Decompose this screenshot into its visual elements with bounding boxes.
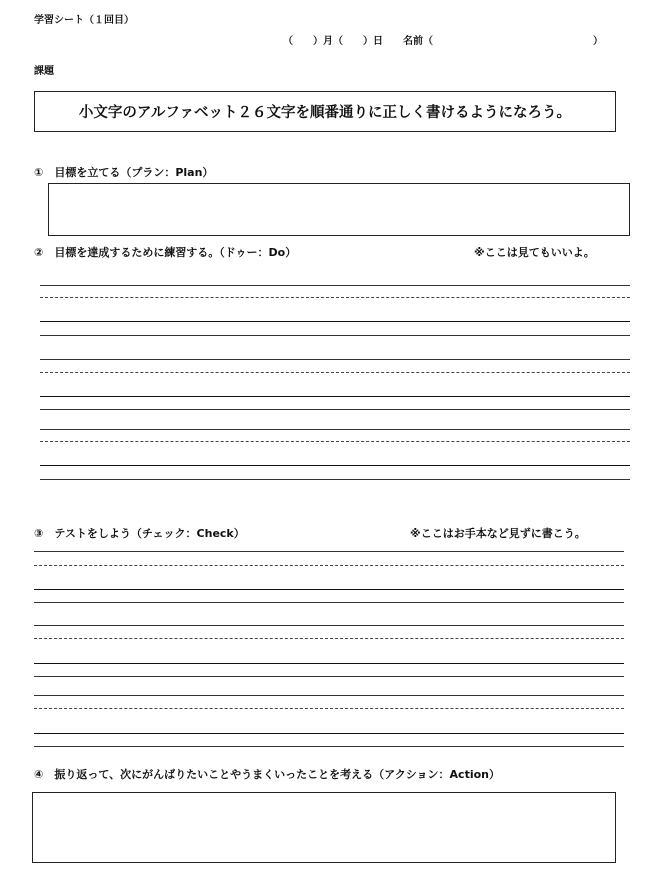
do-top-line: [40, 285, 630, 286]
do-base-line: [40, 396, 630, 397]
do-note: ※ここは見てもいいよ。: [474, 246, 595, 259]
do-top-line: [40, 429, 630, 430]
check-mid-line: [34, 638, 624, 639]
plan-answer-box[interactable]: [48, 183, 630, 236]
do-base-line: [40, 321, 630, 322]
do-top-line: [40, 359, 630, 360]
do-bottom-line: [40, 479, 630, 480]
check-bottom-line: [34, 746, 624, 747]
action-heading: ④ 振り返って、次にがんばりたいことやうまくいったことを考える（アクション：Action）: [34, 768, 500, 781]
plan-heading: ① 目標を立てる（プラン：Plan）: [34, 166, 214, 179]
check-base-line: [34, 589, 624, 590]
check-bottom-line: [34, 676, 624, 677]
sheet-title: 学習シート（１回目）: [34, 15, 134, 26]
check-base-line: [34, 663, 624, 664]
do-bottom-line: [40, 335, 630, 336]
do-mid-line: [40, 372, 630, 373]
check-top-line: [34, 551, 624, 552]
do-heading: ② 目標を達成するために練習する。（ドゥー：Do）: [34, 246, 297, 259]
check-top-line: [34, 695, 624, 696]
check-base-line: [34, 733, 624, 734]
check-mid-line: [34, 565, 624, 566]
check-note: ※ここはお手本など見ずに書こう。: [410, 527, 586, 540]
action-answer-box[interactable]: [32, 792, 616, 863]
check-heading: ③ テストをしよう（チェック：Check）: [34, 527, 245, 540]
task-label: 課題: [34, 66, 54, 77]
task-box: [34, 91, 616, 132]
do-mid-line: [40, 441, 630, 442]
check-bottom-line: [34, 602, 624, 603]
check-top-line: [34, 625, 624, 626]
date-name-line: （ ）月（ ）日 名前（ ）: [283, 36, 603, 47]
do-mid-line: [40, 297, 630, 298]
task-text: 小文字のアルファベット２６文字を順番通りに正しく書けるようになろう。: [78, 105, 572, 121]
do-base-line: [40, 465, 630, 466]
check-mid-line: [34, 708, 624, 709]
do-bottom-line: [40, 409, 630, 410]
